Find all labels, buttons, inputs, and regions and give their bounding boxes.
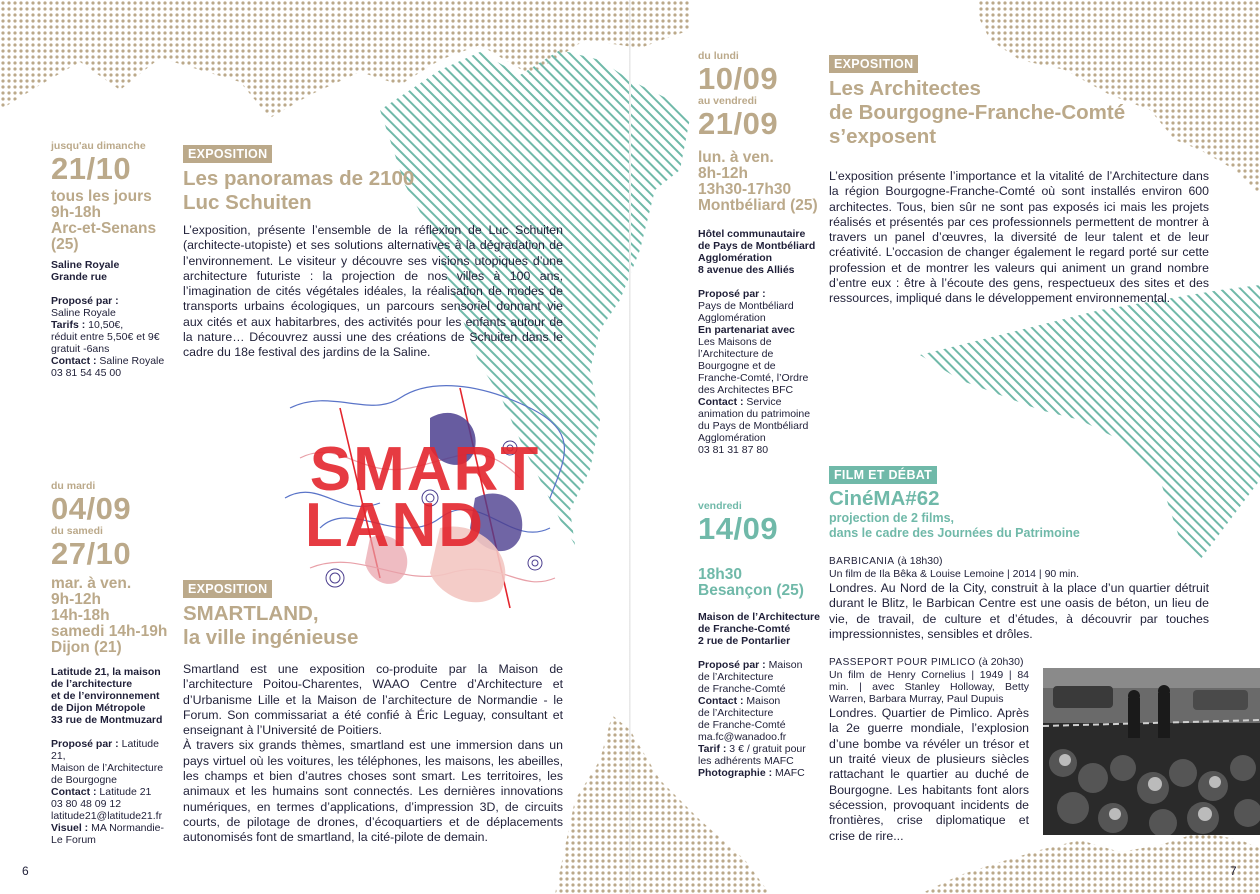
schedule-line: mar. à ven. [51,575,132,592]
event2-sidebar [51,480,176,846]
film2-name: PASSEPORT POUR PIMLICO [829,657,976,669]
venue-line: Saline Royale [51,259,120,271]
film1-name: BARBICANIA [829,556,895,567]
schedule-line: 13h30-17h30 [698,181,792,198]
event1-tag: EXPOSITION [183,145,272,163]
meta-line: latitude21@latitude21.fr [51,810,163,822]
event4-date-prefix: vendredi [698,500,742,512]
schedule-line: (25) [51,236,79,253]
film1-time: (à 18h30) [894,555,943,567]
meta-line: Franche-Comté, l’Ordre [698,372,809,384]
event1-main [183,145,563,361]
venue-line: de l’architecture [51,678,133,690]
title-line: Luc Schuiten [183,191,312,214]
meta-line: gratuit -6ans [51,343,110,355]
film1 [829,555,1209,642]
page-fold [629,0,631,894]
schedule-line: 18h30 [698,566,742,583]
event3-tag: EXPOSITION [829,55,918,73]
schedule-line: 8h-12h [698,165,748,182]
venue-line: Maison de l’Architecture [698,611,820,623]
event3-meta [698,288,823,456]
film1-credit: Un film de Ila Bêka & Louise Lemoine | 2014 | 90 min. [829,568,1080,580]
meta-line: Proposé par : Latitude 21, [51,738,159,762]
venue-line: Hôtel communautaire [698,228,806,240]
venue-line: 2 rue de Pontarlier [698,635,791,647]
title-line: Les panoramas de 2100 [183,167,415,190]
film2-time: (à 20h30) [975,656,1024,669]
event4-sidebar [698,500,823,779]
meta-line: ma.fc@wanadoo.fr [698,731,787,743]
venue-line: Latitude 21, la maison [51,666,161,678]
schedule-line: Arc-et-Senans [51,220,157,237]
event2-date-prefix1: du mardi [51,480,96,492]
event4-venue [698,611,823,647]
meta-line: de Franche-Comté [698,719,786,731]
event1-body: L’exposition, présente l’ensemble de la réflexion de Luc Schuiten (architecte-utopiste) et ses solutions alternatives à la dégradation de l’environnement. Le visiteur y découvre ses visions utopiques d’une architecture futuriste : la projection de nos villes à 100 ans, l’imagination de cités végétales idéales, la réalisation de modes de transports urbains écologiques, un parcours sensoriel donnant vie aux cités et aux habitarbres, des activités pour les enfants autour de la nature… Découvrez aussi une des créations de Schuiten dans le cadre du 18e festival des jardins de la Saline. [183,223,563,360]
event2-schedule [51,576,176,656]
event4-title: CinéMA#62 [829,487,940,510]
film2-heading [829,656,1029,669]
film-still-photo [1043,668,1260,835]
schedule-line: 9h-12h [51,591,101,608]
schedule-line: 14h-18h [51,607,110,624]
meta-line: Pays de Montbéliard [698,300,794,312]
venue-line: et de l’environnement [51,690,160,702]
event1-venue [51,259,176,283]
title-line: de Bourgogne-Franche-Comté [829,101,1126,124]
event3-date1: 10/09 [698,61,779,96]
event2-tag: EXPOSITION [183,580,272,598]
schedule-line: Montbéliard (25) [698,197,818,214]
meta-line: 03 80 48 09 12 [51,798,122,810]
meta-line: Tarifs : 10,50€, [51,319,124,331]
schedule-line: 9h-18h [51,204,101,221]
meta-line: Les Maisons de [698,336,772,348]
event3-date-prefix1: du lundi [698,50,739,62]
title-line: Les Architectes [829,77,981,100]
meta-line: 03 81 54 45 00 [51,367,122,379]
event2-title [183,602,563,650]
event3-body: L’exposition présente l’importance et la vitalité de l’Architecture dans la région Bourgogne-Franche-Comté où sont installés environ 600 architectes. Tous, bien sûr ne sont pas exposés ici mais les projets réalisés et présentés par ces professionnels permettent de montrer à travers un panel d’œuvres, la diversité de leur talent et de leur créativité. L’occasion de changer également le regard porté sur cette profession et de montrer les valeurs qui animent un grand nombre d’entre eux : être à l’écoute des gens, respectueux des sites et des ressources, impliqué dans le développement environnemental. [829,169,1209,306]
venue-line: Grande rue [51,271,108,283]
film2 [829,656,1029,844]
schedule-line: lun. à ven. [698,149,774,166]
meta-line: Agglomération [698,432,766,444]
venue-line: de Pays de Montbéliard [698,240,816,252]
event2-date-prefix2: du samedi [51,525,103,537]
event1-date-prefix: jusqu'au dimanche [51,140,146,152]
venue-line: 33 rue de Montmuzard [51,714,163,726]
meta-line: Bourgogne et de [698,360,776,372]
venue-line: de Franche-Comté [698,623,791,635]
title-line: la ville ingénieuse [183,626,359,649]
venue-line: 8 avenue des Alliés [698,264,795,276]
schedule-line: Dijon (21) [51,639,122,656]
title-line: SMARTLAND, [183,602,319,625]
event3-date2: 21/09 [698,106,779,141]
schedule-line: samedi 14h-19h [51,623,168,640]
meta-line: de Bourgogne [51,774,117,786]
event3-title [829,77,1209,149]
meta-line: Proposé par : [51,295,119,307]
page-number-left: 6 [22,864,29,878]
meta-line: Contact : Latitude 21 [51,786,152,798]
film2-credit: Un film de Henry Cornelius | 1949 | 84 min. | avec Stanley Holloway, Betty Warren, Barbara Murray, Paul Dupuis [829,669,1029,706]
meta-line: Visuel : MA Normandie- [51,822,165,834]
meta-line: Proposé par : [698,288,766,300]
meta-line: Photographie : MAFC [698,767,805,779]
meta-line: Agglomération [698,312,766,324]
meta-line: de l’Architecture [698,707,774,719]
meta-line: Contact : Saline Royale [51,355,165,367]
event3-main [829,55,1209,307]
event1-date: 21/10 [51,151,132,186]
subtitle-line: dans le cadre des Journées du Patrimoine [829,526,1080,540]
event4-subtitle [829,511,1209,541]
meta-line: du Pays de Montbéliard [698,420,809,432]
film1-heading [829,555,1209,568]
page-number-right: 7 [1230,864,1237,878]
venue-line: de Dijon Métropole [51,702,146,714]
meta-line: l’Architecture de [698,348,774,360]
event2-main [183,580,563,846]
meta-line: 03 81 31 87 80 [698,444,769,456]
meta-line: Maison de l’Architecture [51,762,164,774]
film2-body: Londres. Quartier de Pimlico. Après la 2e guerre mondiale, l’explosion d’une bombe va révéler un trésor et un traité vieux de plusieurs siècles rattachant le quartier au duché de Bourgogne. Les habitants font alors sécession, provoquant incidents de frontières, crise diplomatique et crise de rire... [829,706,1029,843]
event2-body-p1: Smartland est une exposition co-produite par la Maison de l’architecture Poitou-Charentes, WAAO Centre d’Architecture et d’Urbanisme Lille et la Maison de l’architecture de Normandie - le Forum. Son commissariat a été confié à Éric Leguay, consultant et enseignant à l’Université de Poitiers. [183,662,563,738]
event4-meta [698,659,823,779]
meta-line: de Franche-Comté [698,683,786,695]
event3-sidebar [698,50,823,456]
event2-meta [51,738,176,846]
meta-line: Contact : Maison [698,695,781,707]
meta-line: Saline Royale [51,307,116,319]
event1-sidebar [51,140,176,379]
schedule-line: Besançon (25) [698,582,804,599]
artwork-text-line1: SMART [309,435,541,504]
meta-line: animation du patrimoine [698,408,811,420]
film1-body: Londres. Au Nord de la City, construit à la place d’un quartier détruit durant le Blitz, le Barbican Centre est une oasis de béton, un lieu de vie, de travail, de culture et d’études, à découvrir par touches impressionnistes, sensibles et drôles. [829,581,1209,641]
event1-meta [51,295,176,379]
event2-venue [51,666,176,726]
meta-line: réduit entre 5,50€ et 9€ [51,331,160,343]
event4-schedule [698,567,823,599]
meta-line: Contact : Service [698,396,782,408]
venue-line: Agglomération [698,252,773,264]
meta-line: Tarif : 3 € / gratuit pour [698,743,806,755]
event3-venue [698,228,823,276]
meta-line: Le Forum [51,834,96,846]
meta-line: En partenariat avec [698,324,795,336]
event3-schedule [698,150,823,214]
subtitle-line: projection de 2 films, [829,511,955,525]
artwork-text-line2: LAND [304,491,486,560]
schedule-line: tous les jours [51,188,152,205]
event3-date-prefix2: au vendredi [698,95,757,107]
meta-line: des Architectes BFC [698,384,794,396]
event2-date1: 04/09 [51,491,132,526]
meta-line: de l’Architecture [698,671,774,683]
meta-line: les adhérents MAFC [698,755,794,767]
event1-schedule [51,189,176,253]
event1-title [183,167,563,215]
title-line: s’exposent [829,125,937,148]
meta-line: Proposé par : Maison [698,659,803,671]
event2-date2: 27/10 [51,536,132,571]
event4-tag: FILM ET DÉBAT [829,466,937,484]
event2-body-p2: À travers six grands thèmes, smartland est une immersion dans un pays virtuel où les voitures, les téléphones, les maisons, les abeilles, les champs et bien d’autres choses sont smart. Les territoires, les animaux et les humains sont connectés. Les dernières innovations numériques, en termes d’applications, d’impression 3D, de circuits courts, de pilotage de drones, d’écoquartiers et de déplacements autonomisés font de smartland, la cité-pilote de demain. [183,738,563,845]
event4-date: 14/09 [698,511,779,546]
